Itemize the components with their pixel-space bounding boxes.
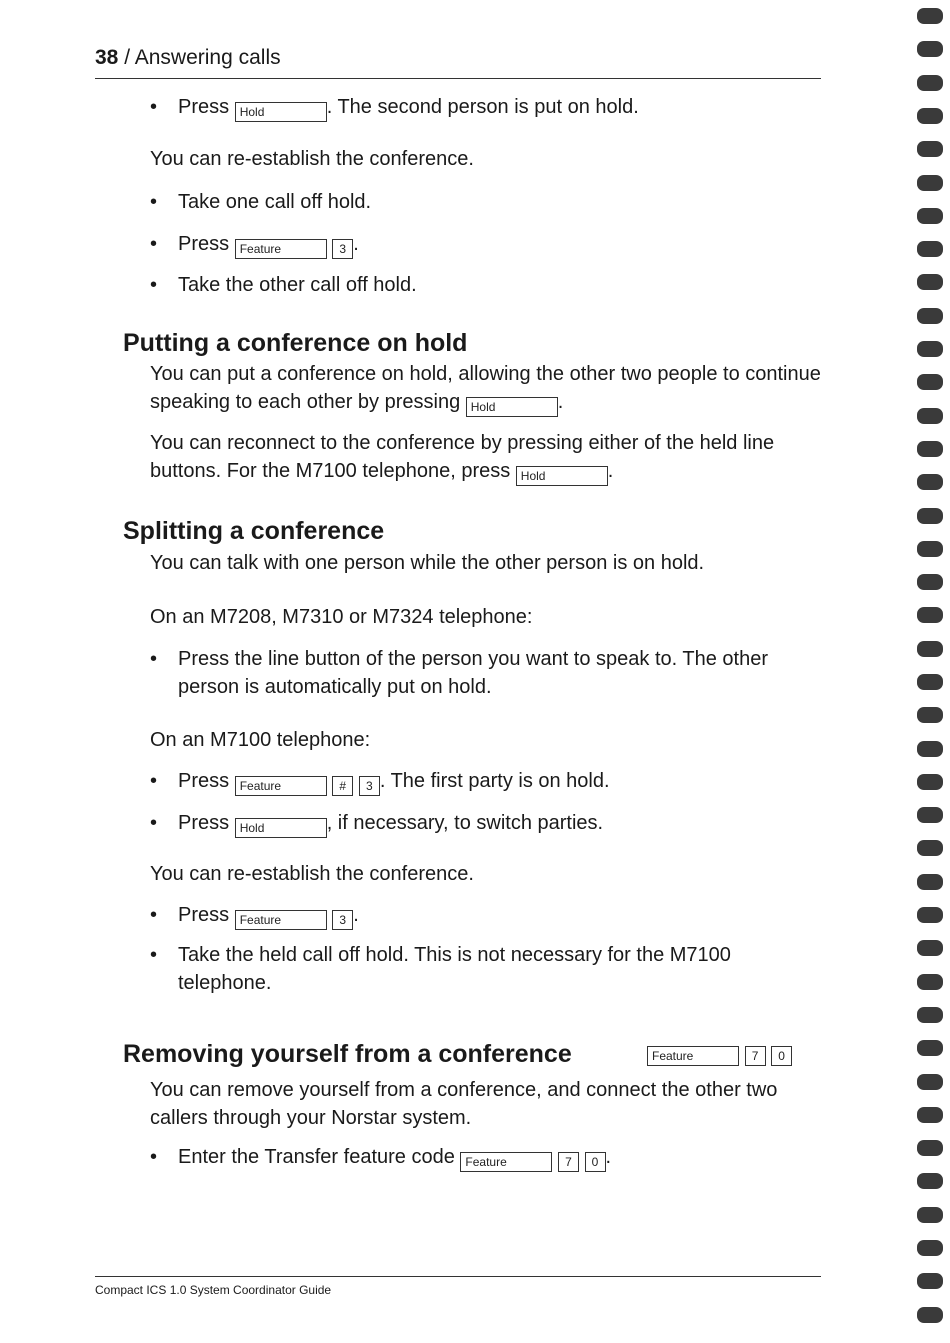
bullet-text: . The first party is on hold. xyxy=(379,770,610,792)
feature-key: Feature xyxy=(647,1046,739,1066)
binding-ring xyxy=(917,108,943,124)
binding-ring xyxy=(917,607,943,623)
bullet-dot: • xyxy=(150,1146,158,1168)
paragraph: You can talk with one person while the other person is on hold. xyxy=(150,552,705,574)
bullet-text: Press xyxy=(178,96,230,118)
binding-ring xyxy=(917,374,943,390)
bullet-dot: • xyxy=(150,904,158,926)
key-3: 3 xyxy=(332,239,353,259)
bullet-text: Press xyxy=(178,812,230,834)
paragraph: You can remove yourself from a conference, and connect the other two callers through your Norstar system. xyxy=(150,1079,778,1129)
binding-ring xyxy=(917,241,943,257)
binding-ring xyxy=(917,508,943,524)
binding-ring xyxy=(917,141,943,157)
binding-ring xyxy=(917,1207,943,1223)
feature-key: Feature xyxy=(235,910,327,930)
footer-rule xyxy=(95,1276,821,1277)
key-7: 7 xyxy=(745,1046,766,1066)
feature-key: Feature xyxy=(460,1152,552,1172)
page-number: 38 xyxy=(95,46,119,69)
binding-ring xyxy=(917,274,943,290)
binding-ring xyxy=(917,341,943,357)
page-header xyxy=(95,46,281,70)
binding-ring xyxy=(917,1040,943,1056)
hold-key: Hold xyxy=(235,818,327,838)
paragraph: On an M7100 telephone: xyxy=(150,729,371,751)
binding-ring xyxy=(917,175,943,191)
section-heading: Putting a conference on hold xyxy=(123,329,468,357)
bullet-text: . xyxy=(353,233,359,255)
binding-ring xyxy=(917,807,943,823)
bullet-text: . The second person is put on hold. xyxy=(326,96,639,118)
binding-ring xyxy=(917,541,943,557)
binding-ring xyxy=(917,1273,943,1289)
bullet-dot: • xyxy=(150,770,158,792)
paragraph: On an M7208, M7310 or M7324 telephone: xyxy=(150,606,533,628)
hold-key: Hold xyxy=(235,102,327,122)
heading-feature-code xyxy=(647,1037,792,1066)
binding-ring xyxy=(917,75,943,91)
header-separator: / xyxy=(118,46,135,69)
binding-ring xyxy=(917,474,943,490)
hold-key: Hold xyxy=(516,466,608,486)
binding-ring xyxy=(917,741,943,757)
section-name: Answering calls xyxy=(134,46,281,69)
binding-ring xyxy=(917,774,943,790)
spiral-binding xyxy=(911,0,950,1343)
header-rule xyxy=(95,78,821,79)
paragraph: You can re-establish the conference. xyxy=(150,148,474,170)
binding-ring xyxy=(917,441,943,457)
bullet-text: Press xyxy=(178,770,230,792)
paragraph: You can put a conference on hold, allowing the other two people to continue speaking to each other by pressing Hold . xyxy=(150,360,830,417)
bullet-dot: • xyxy=(150,274,158,296)
bullet-text: Take one call off hold. xyxy=(178,191,372,213)
key-0: 0 xyxy=(771,1046,792,1066)
section-heading: Removing yourself from a conference xyxy=(123,1040,572,1068)
paragraph: You can reconnect to the conference by pressing either of the held line buttons. For the M7100 telephone, press Hold . xyxy=(150,429,830,486)
bullet-text: , if necessary, to switch parties. xyxy=(326,812,604,834)
paragraph: You can re-establish the conference. xyxy=(150,863,474,885)
bullet-dot: • xyxy=(150,233,158,255)
key-hash: # xyxy=(332,776,353,796)
binding-ring xyxy=(917,840,943,856)
binding-ring xyxy=(917,974,943,990)
bullet-dot: • xyxy=(150,648,158,670)
bullet-text: . xyxy=(605,1146,612,1168)
bullet-dot: • xyxy=(150,812,158,834)
bullet-text: Take the held call off hold. This is not necessary for the M7100 telephone. xyxy=(178,944,731,994)
binding-ring xyxy=(917,1140,943,1156)
binding-ring xyxy=(917,208,943,224)
binding-ring xyxy=(917,41,943,57)
binding-ring xyxy=(917,940,943,956)
key-3: 3 xyxy=(359,776,380,796)
feature-key: Feature xyxy=(235,776,327,796)
binding-ring xyxy=(917,1107,943,1123)
bullet-dot: • xyxy=(150,944,158,966)
binding-ring xyxy=(917,1173,943,1189)
feature-key: Feature xyxy=(235,239,327,259)
key-3: 3 xyxy=(332,910,353,930)
binding-ring xyxy=(917,707,943,723)
section-heading: Splitting a conference xyxy=(123,517,385,545)
binding-ring xyxy=(917,907,943,923)
bullet-dot: • xyxy=(150,191,158,213)
key-7: 7 xyxy=(558,1152,579,1172)
hold-key: Hold xyxy=(466,397,558,417)
key-0: 0 xyxy=(585,1152,606,1172)
bullet-text: Press xyxy=(178,233,230,255)
binding-ring xyxy=(917,1240,943,1256)
bullet-text: Press the line button of the person you want to speak to. The other person is automatically put on hold. xyxy=(178,648,768,698)
binding-ring xyxy=(917,1307,943,1323)
bullet-text: . xyxy=(353,904,359,926)
binding-ring xyxy=(917,8,943,24)
binding-ring xyxy=(917,874,943,890)
bullet-dot: • xyxy=(150,96,158,118)
binding-ring xyxy=(917,308,943,324)
binding-ring xyxy=(917,1007,943,1023)
binding-ring xyxy=(917,674,943,690)
bullet-text: Enter the Transfer feature code xyxy=(178,1146,455,1168)
page-footer: Compact ICS 1.0 System Coordinator Guide xyxy=(95,1283,332,1297)
binding-ring xyxy=(917,574,943,590)
binding-ring xyxy=(917,641,943,657)
bullet-text: Take the other call off hold. xyxy=(178,274,417,296)
bullet-text: Press xyxy=(178,904,230,926)
binding-ring xyxy=(917,1074,943,1090)
binding-ring xyxy=(917,408,943,424)
